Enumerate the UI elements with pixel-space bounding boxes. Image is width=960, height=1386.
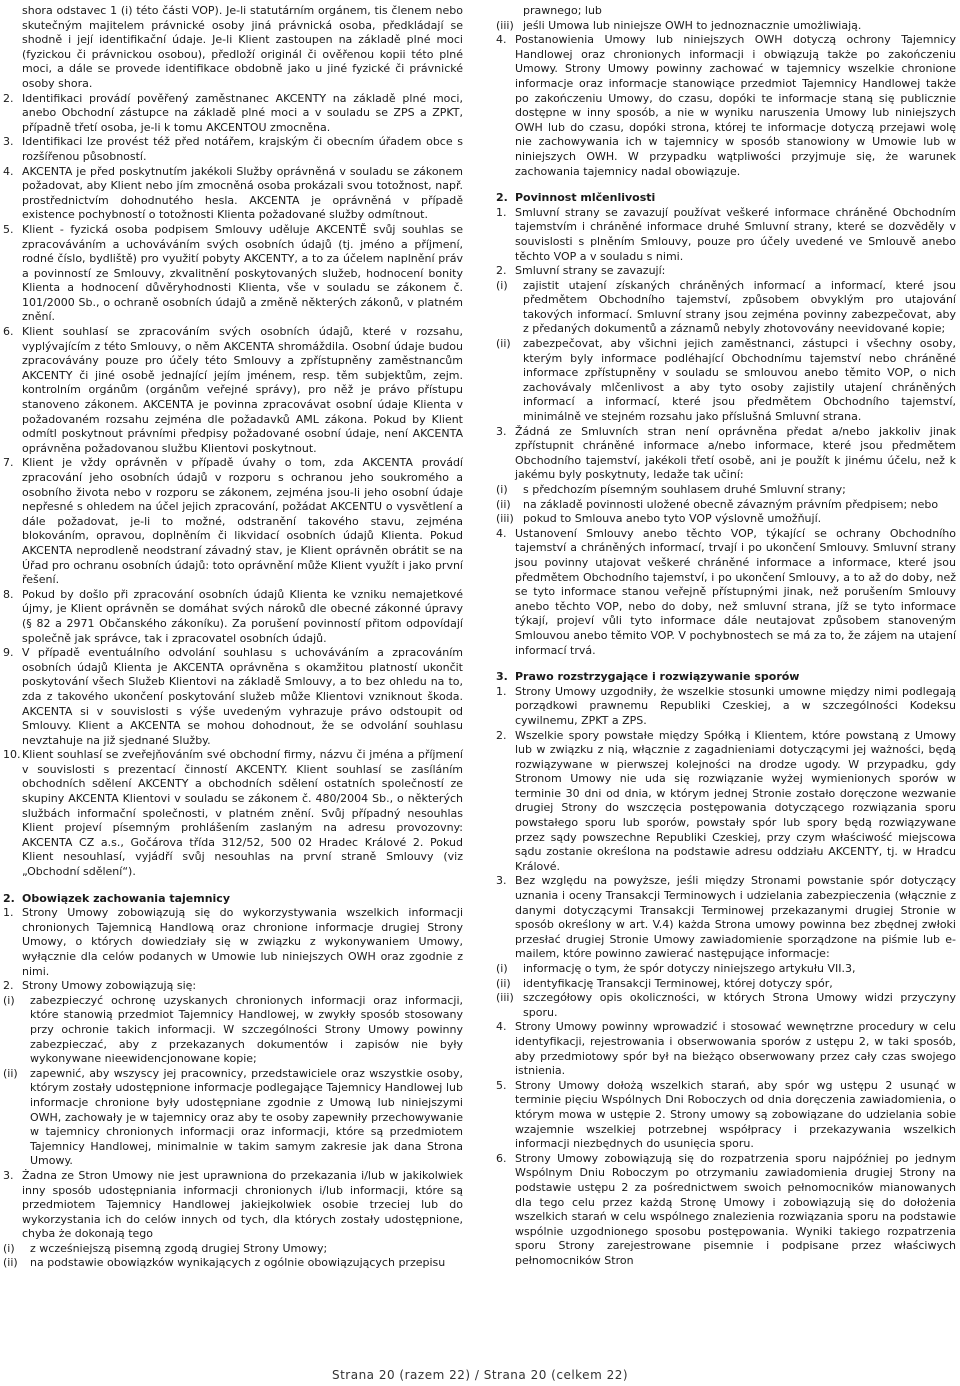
sub-item: (i) z wcześniejszą pisemną zgodą drugiej Strony Umowy;: [3, 1241, 328, 1255]
sub-item: prawnego; lub: [523, 4, 602, 17]
list-item: 7. Klient je vždy oprávněn v případě úvahy o tom, zda AKCENTA provádí zpracování jeho osobních údajů v rozporu s ochranou jeho soukromého a osobního života nebo v rozporu se zákonem, zejména jsou-li jeho osobní údaje nepřesné s ohledem na účel jejich zpracování, požádat AKCENTU o vysvětlení a dále požadovat, je-li to možné, odstranění takového stavu, zejména blokováním, opravou, doplněním či likvidací osobních údajů Klienta. Pokud AKCENTA neprodleně neodstraní závadný stav, je Klient oprávněn obrátit se na Úřad pro ochranu osobních údajů: toto oprávnění může Klient využít i jako první řešení.: [3, 456, 463, 587]
sub-item: (iii) pokud to Smlouva anebo tyto VOP výslovně umožňují.: [496, 512, 822, 526]
list-item: 5. Klient - fyzická osoba podpisem Smlouvy uděluje AKCENTĚ svůj souhlas se zpracováváním a uchováváním svých osobních údajů (tj. jméno a příjmení, rodné číslo, bydliště) pro využití pobyty AKCENTY, a to za účelem naplnění práv a povinností ze Smlouvy, zkvalitnění poskytovaných služeb, hodnocení bonity Klienta a hodnocení důvěryhodnosti Klienta, vše v souladu se zákonem č. 101/2000 Sb., o ochraně osobních údajů a změně některých zákonů, v platném znění.: [3, 222, 463, 324]
list-item: 6. Klient souhlasí se zpracováním svých osobních údajů, které v rozsahu, vyplývajícím z této Smlouvy, o něm AKCENTA shromáždila. Osobní údaje budou zpracovávány pouze pro účely této Smlouvy a zpřístupněny zaměstnancům AKCENTY či jiné osobě jednající jejím jménem, resp. těm subjektům, zejm. kontrolním orgánům (orgánům veřejné správy), pro něž je právo přístupu stanoveno zákonem. AKCENTA je povinna zpracovávat osobní údaje Klienta v požadovaném rozsahu zejména dle požadavků AML zákona. Pokud by Klient odmítl poskytnout právními předpisy požadované osobní údaje, není AKCENTA oprávněna požadovanou službu Klientovi poskytnout.: [3, 325, 463, 455]
sub-item: (i) zabezpieczyć ochronę uzyskanych chronionych informacji oraz informacji, które stanowią przedmiot Tajemnicy Handlowej, w zwykły sposób stosowany przy ochronie takich informacji. W szczególności Strony Umowy powinny zabezpieczać, aby z przekazanych dokumentów i zapisów nie były wykonywane nieewidencjonowane kopie;: [3, 993, 463, 1066]
list-item: 8. Pokud by došlo při zpracování osobních údajů Klienta ke vzniku nemajetkové újmy, je Klient oprávněn se domáhat svých nároků dle obecné zákonné úpravy (§ 82 a 2971 Občanského zákoníku). Za porušení povinností přitom odpovídají společně jak správce, tak i zpracovatel osobních údajů.: [3, 587, 463, 645]
list-item: 5. Strony Umowy dołożą wszelkich starań, aby spór wg ustępu 2 usunąć w terminie pięciu Wspólnych Dni Roboczych od dnia doręczenia zawiadomienia, o którym mowa w ustępie 2. Strony umowy są zobowiązane do udzielania sobie wzajemnie wszelkiej potrzebnej współpracy i przekazywania wszelkich informacji niezbędnych do usunięcia sporu.: [496, 1078, 956, 1151]
list-item: 4. Ustanovení Smlouvy anebo těchto VOP, týkající se ochrany Obchodního tajemství a chráněných informací, trvají i po ukončení Smlouvy. Smluvní strany jsou povinny utajovat veškeré chráněné informace a informace, které jsou předmětem Obchodního tajemství, i po ukončení Smlouvy, a to až do doby, než se tyto informace stanou veřejně přístupnými jinak, než porušením Smlouvy anebo těchto VOP, nebo do doby, než smluvní strana, jíž se tyto informace týkají, projeví vůli tyto informace dále neutajovat způsobem stanoveným Smlouvou anebo těmito VOP. V pochybnostech se má za to, že zájem na utajení informací trvá.: [496, 526, 956, 657]
list-item: 3. Identifikaci lze provést též před notářem, krajským či obecním úřadem obce s rozšířenou působností.: [3, 135, 463, 163]
list-item: 4. Strony Umowy powinny wprowadzić i stosować wewnętrzne procedury w celu identyfikacji, rejestrowania i obserwowania sporów z ustępu 2, w taki sposób, aby przedmiotowy spór był na bieżąco obserwowany przez cały czas swojego istnienia.: [496, 1020, 956, 1078]
sub-item: (iii) szczegółowy opis okoliczności, w których Strona Umowy widzi przyczyny sporu.: [496, 991, 956, 1019]
left-column: [3, 4, 463, 1271]
list-item: 3. Żadna ze Stron Umowy nie jest uprawniona do przekazania i/lub w jakikolwiek inny sposób udostępniania informacji chronionych i/lub informacji, które są przedmiotem Tajemnicy Handlowej jakiejkolwiek osobie trzeciej lub do wykorzystania ich do celów innych od tych, dla których zostały udostępnione, chyba że dokonają tego: [3, 1168, 463, 1241]
list-item: 1. Strony Umowy zobowiązują się do wykorzystywania wszelkich informacji chronionych Tajemnicą Handlową oraz chronione informacje drugiej Strony Umowy, o których dowiedziały się w związku z wykonywaniem Umowy, wyłącznie dla celów podanych w Umowie lub niniejszych OWH oraz zgodnie z nimi.: [3, 906, 463, 978]
sub-item: (ii) na základě povinnosti uložené obecně závazným právním předpisem; nebo: [496, 497, 939, 511]
list-item: 4. Postanowienia Umowy lub niniejszych OWH dotyczą ochrony Tajemnicy Handlowej oraz chronionych informacji i obwiązują także po zakończeniu Umowy. Strony Umowy powinny zachować w tajemnicy wszelkie chronione informacje oraz informacje stanowiące przedmiot Tajemnicy Handlowej także po zakończeniu Umowy, do czasu, dopóki te informacje staną się publicznie dostępne w inny sposób, a nie w wyniku naruszenia Umowy lub niniejszych OWH lub do czasu, dopóki strona, której te informacje dotyczą przejawi wolę nie zachowywania ich w tajemnicy w sposób stanowiony w Umowie lub w niniejszych OWH. W przypadku wątpliwości przyjmuje się, że warunek zachowania tajemnicy nadal obowiązuje.: [496, 33, 956, 178]
list-item: 6. Strony Umowy zobowiązują się do rozpatrzenia sporu najpóźniej po jednym Wspólnym Dniu Roboczym po otrzymaniu zawiadomienia drugiej Strony na podstawie ustępu 2 za pośrednictwem swoich pełnomocników mianowanych dla tego celu przez każdą Stronę Umowy i zobowiązują się do dołożenia wszelkich starań w celu wspólnego znalezienia rozwiązania sporu na podstawie wspólnie uzgodnionego sposobu postępowania. Wyniki takiego rozpatrzenia sporu Strony zarejestrowane pisemnie i podpisane przez właściwych pełnomocników Stron: [496, 1151, 956, 1267]
sub-item: (ii) na podstawie obowiązków wynikających z ogólnie obowiązujących przepisu: [3, 1256, 446, 1270]
intro-paragraph: shora odstavec 1 (i) této části VOP). Je-li statutárním orgánem, tis členem nebo skutečným majitelem právnické osoby jiná právnická osoba, předkládají se shodně i její identifikační údaje. Je-li Klient zastoupen na základě plné moci (fyzickou či právnickou osobou), předloží originál či ověřenou kopii této plné moci, a dále se provede identifikace obdobně jako u jiné fyzické či právnické osoby shora.: [22, 4, 463, 90]
sub-item: (ii) zabezpečovat, aby všichni jejich zaměstnanci, zástupci i všechny osoby, kterým byly informace podléhající Obchodnímu tajemství nebo chráněné informace zpřístupněny v souladu se smlouvou anebo těmito VOP, o nich zachovávaly mlčenlivost a aby tyto osoby zajistily utajení chráněných informací a informací, které jsou předmětem Obchodního tajemství, minimálně ve stejném rozsahu jako příslušná Smluvní strana.: [496, 337, 956, 424]
list-item: 2. Identifikaci provádí pověřený zaměstnanec AKCENTY na základě plné moci, anebo Obchodní zástupce na základě plné moci a v souladu se ZPS a ZPKT, případně třetí osoba, je-li k tomu AKCENTOU zmocněna.: [3, 91, 463, 134]
sub-item: (i) informację o tym, że spór dotyczy niniejszego artykułu VII.3,: [496, 962, 856, 975]
section-heading: 3. Prawo rozstrzygające i rozwiązywanie sporów: [496, 670, 800, 684]
list-item: 3. Žádná ze Smluvních stran není oprávněna předat a/nebo jakkoliv jinak zpřístupnit chráněné informace a/nebo informace, které jsou předmětem Obchodního tajemství, jakékoli třetí osobě, ani je použít k jinému účelu, než k jakému byly poskytnuty, ledaže tak učiní:: [496, 424, 956, 482]
section-heading: 2. Obowiązek zachowania tajemnicy: [3, 891, 230, 905]
sub-item: (ii) zapewnić, aby wszyscy jej pracownicy, przedstawiciele oraz wszystkie osoby, którym zostały udostępnione informacje podlegające Tajemnicy Handlowej lub informacje chronione były udostępniane zgodnie z Umową lub niniejszymi OWH, zachowały je w tajemnicy oraz aby te osoby zapewniły przechowywanie w tajemnicy chronionych informacji oraz informacji, które są przedmiotem Tajemnicy Handlowej, minimalnie w takim samym zakresie jak dana Strona Umowy.: [3, 1066, 463, 1168]
section-heading: 2. Povinnost mlčenlivosti: [496, 191, 656, 205]
list-item: 10. Klient souhlasí se zveřejňováním své obchodní firmy, názvu či jména a příjmení v souvislosti s prezentací činností AKCENTY. Klient souhlasí se zasíláním obchodních sdělení AKCENTY a obchodních sdělení ostatních společností ze skupiny AKCENTA Klientovi v souladu se zákonem č. 480/2004 Sb., o některých službách informační společnosti, v platném znění. Svůj případný nesouhlas Klient projeví písemným prohlášením zaslaným na adresu provozovny: AKCENTA CZ a.s., Gočárova třída 312/52, 500 02 Hradec Králové 2. Pokud Klient nesouhlasí, vyjádří svůj nesouhlas na první straně Smlouvy (viz „Obchodní sdělení“).: [3, 748, 463, 879]
sub-item: (i) s předchozím písemným souhlasem druhé Smluvní strany;: [496, 483, 846, 496]
list-item: 3. Bez względu na powyższe, jeśli między Stronami powstanie spór dotyczący uznania i oceny Transakcji Terminowych i udzielania zabezpieczenia (włącznie z danymi dotyczącymi Transakcji Terminowej przekazanymi drugiej Stronie w sposób określony w art. V.4) każda Strona umowy powinna bez zbędnej zwłoki przesłać drugiej Stronie Umowy zawiadomienie sporządzone na piśmie lub e-mailem, które powinno zawierać następujące informacje:: [496, 874, 956, 961]
sub-item: (i) zajistit utajení získaných chráněných informací a informací, které jsou předmětem Obchodního tajemství, způsobem obvyklým pro utajování takových informací. Smluvní strany jsou zejména povinny zabezpečovat, aby z předaných dokumentů a záznamů nebyly zhotovovány neevidované kopie;: [496, 278, 956, 336]
sub-item: (ii) identyfikację Transakcji Terminowej, której dotyczy spór,: [496, 976, 833, 990]
right-column: [496, 4, 956, 1268]
list-item: 9. V případě eventuálního odvolání souhlasu s uchováváním a zpracováním osobních údajů Klienta je AKCENTA oprávněna s okamžitou platností ukončit poskytování všech Služeb Klientovi na základě Smlouvy, a to bez ohledu na to, zda z takového ukončení poskytování služeb může Klientovi vzniknout škoda. AKCENTA si v souvislosti s výše uvedeným vyhrazuje právo odstoupit od Smlouvy. Klient a AKCENTA se mohou dohodnout, že se odvolání souhlasu nevztahuje na již sjednané Služby.: [3, 646, 463, 747]
sub-item: (iii) jeśli Umowa lub niniejsze OWH to jednoznacznie umożliwiają.: [496, 18, 862, 32]
list-item: 4. AKCENTA je před poskytnutím jakékoli Služby oprávněná v souladu se zákonem požadovat, aby Klient nebo jím zmocněná osoba prokázali svou totožnost, např. prostřednictvím dohodnutého hesla. AKCENTA je oprávněná v případě existence pochybností o totožnosti Klienta požadované služby odmítnout.: [3, 164, 463, 222]
list-item: 1. Smluvní strany se zavazují používat veškeré informace chráněné Obchodním tajemstvím i chráněné informace druhé Smluvní strany, které se dozvěděly v souvislosti s plněním Smlouvy, pouze pro účely uvedené ve Smlouvě anebo těchto VOP a v souladu s nimi.: [496, 205, 956, 263]
list-item: 2. Wszelkie spory powstałe między Spółką i Klientem, które powstaną z Umowy lub w związku z nią, włącznie z zagadnieniami dotyczącymi jej ważności, będą rozwiązywane w pierwszej kolejności na drodze ugody. W przypadku, gdy Stronom Umowy nie uda się rozwiązanie wyżej wymienionych sporów w terminie 30 dni od dnia, w którym jednej Stronie zostało doręczone wezwanie drugiej Strony do wszczęcia postępowania dotyczącego rozwiązania sporu powstałego sporu lub sporów, powstały spór lub spory będą rozwiązywane przez sądy powszechne Republiki Czeskiej, przy czym właściwość miejscowa sądu zostanie określona na podstawie adresu oddziału AKCENTY, tj. w Hradcu Králové.: [496, 728, 956, 873]
list-item: 2. Smluvní strany se zavazují:: [496, 264, 666, 278]
list-item: 1. Strony Umowy uzgodniły, że wszelkie stosunki umowne między nimi podlegają porządkowi prawnemu Republiki Czeskiej, a w szczególności Kodeksu cywilnemu, ZPKT a ZPS.: [496, 684, 956, 727]
list-item: 2. Strony Umowy zobowiązują się:: [3, 979, 197, 993]
page-footer: Strana 20 (razem 22) / Strana 20 (celkem 22): [331, 1368, 629, 1382]
